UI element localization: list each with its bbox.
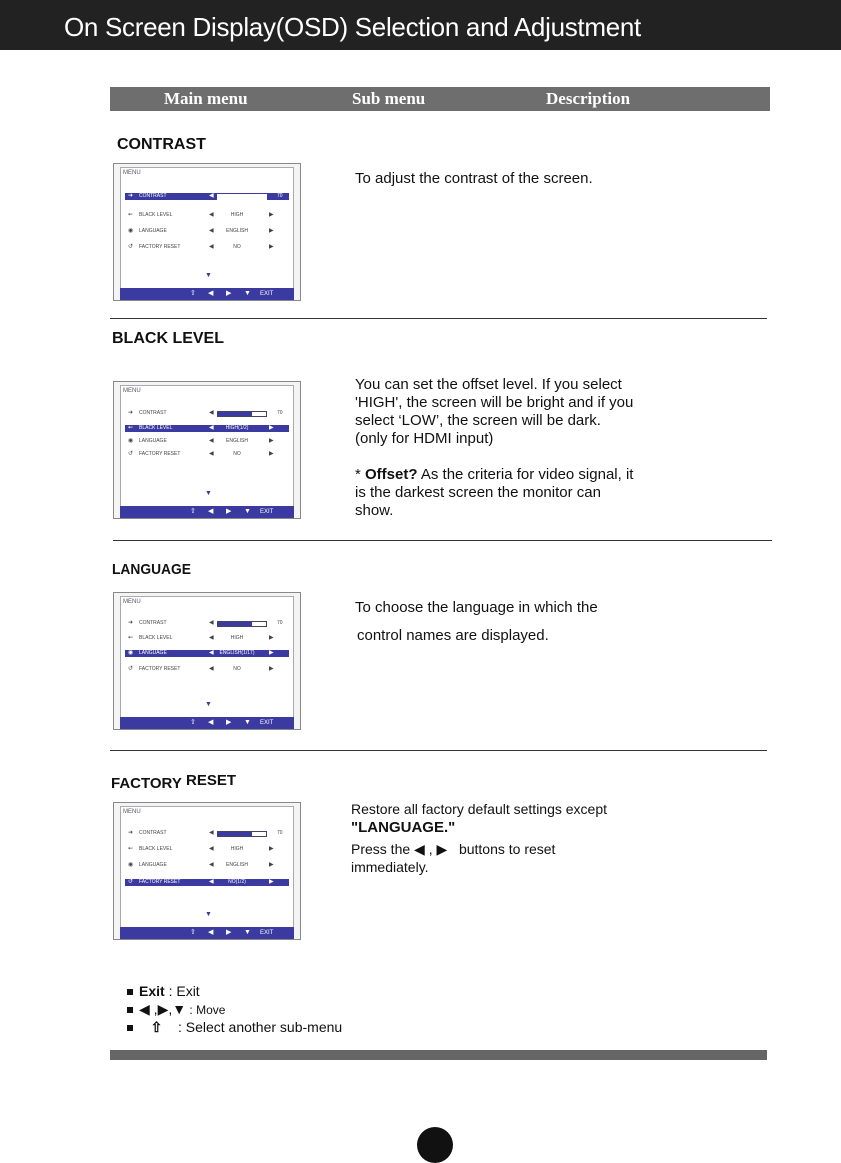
left-arrow-icon: ◀ <box>209 830 214 836</box>
osd-row-black-level: ⇜ BLACK LEVEL ◀ HIGH ▶ <box>128 212 274 218</box>
osd-menu-label: MENU <box>123 809 141 815</box>
osd-thumbnail-factory-reset <box>113 802 301 940</box>
osd-button-bar <box>120 717 294 729</box>
language-icon: ◉ <box>128 228 134 234</box>
osd-row-language: ◉ LANGUAGE ◀ ENGLISH ▶ <box>128 228 274 234</box>
osd-button-bar <box>120 288 294 300</box>
legend-select: ⇧ : Select another sub-menu <box>127 1019 342 1036</box>
left-arrow-icon: ◀ <box>209 438 214 444</box>
osd-row-contrast: ➜ CONTRAST ◀ 70 <box>125 193 289 200</box>
column-sub-menu: Sub menu <box>352 89 426 108</box>
divider <box>110 318 767 319</box>
osd-row-contrast: ➜ CONTRAST ◀ 70 <box>128 620 283 626</box>
down-arrow-icon: ▼ <box>244 508 251 515</box>
right-arrow-icon: ▶ <box>226 508 232 515</box>
osd-thumbnail-contrast <box>113 163 301 301</box>
osd-exit-label: EXIT <box>260 720 274 726</box>
left-arrow-icon: ◀ <box>209 635 214 641</box>
left-arrow-icon: ◀ <box>209 244 214 250</box>
black-level-icon: ⇜ <box>128 846 134 852</box>
right-arrow-icon: ▶ <box>226 719 232 726</box>
select-icon: ⇧ <box>190 508 196 515</box>
reset-icon: ↺ <box>128 451 134 457</box>
chevron-down-icon: ▼ <box>205 490 212 497</box>
column-main-menu: Main menu <box>164 89 248 108</box>
select-icon: ⇧ <box>190 290 196 297</box>
left-arrow-icon: ◀ <box>209 228 214 234</box>
section-title-factory-reset: FACTORY RESET <box>111 772 237 792</box>
osd-button-bar <box>120 506 294 518</box>
osd-row-factory-reset: ↺ FACTORY RESET ◀ NO ▶ <box>128 244 274 250</box>
contrast-icon: ➜ <box>128 410 134 416</box>
osd-row-black-level: ⇜ BLACK LEVEL ◀ HIGH ▶ <box>128 846 274 852</box>
osd-exit-label: EXIT <box>260 291 274 297</box>
osd-button-bar <box>120 927 294 939</box>
column-description: Description <box>546 89 631 108</box>
divider <box>113 540 772 541</box>
contrast-bar <box>217 411 267 417</box>
left-arrow-icon: ◀ <box>209 451 214 457</box>
osd-row-black-level: ⇜ BLACK LEVEL ◀ HIGH(1/2) ▶ <box>125 425 289 432</box>
left-arrow-icon: ◀ <box>208 508 214 515</box>
osd-row-language: ◉ LANGUAGE ◀ ENGLISH ▶ <box>128 438 274 444</box>
left-arrow-icon: ◀ <box>139 1001 150 1017</box>
left-arrow-icon: ◀ <box>208 929 214 936</box>
contrast-icon: ➜ <box>128 620 134 626</box>
down-arrow-icon: ▼ <box>172 1001 187 1017</box>
select-icon: ⇧ <box>190 929 196 936</box>
legend-exit: Exit : Exit <box>127 983 200 999</box>
language-icon: ◉ <box>128 438 134 444</box>
osd-menu-label: MENU <box>123 170 141 176</box>
contrast-icon: ➜ <box>128 830 134 836</box>
osd-row-factory-reset: ↺ FACTORY RESET ◀ NO ▶ <box>128 666 274 672</box>
osd-row-factory-reset: ↺ FACTORY RESET ◀ NO(1/2) ▶ <box>125 879 289 886</box>
left-arrow-icon: ◀ <box>209 650 214 656</box>
black-level-icon: ⇜ <box>128 212 134 218</box>
language-icon: ◉ <box>128 650 134 656</box>
left-arrow-icon: ◀ <box>209 862 214 868</box>
down-arrow-icon: ▼ <box>244 929 251 936</box>
right-arrow-icon: ▶ <box>269 635 274 641</box>
right-arrow-icon: ▶ <box>269 244 274 250</box>
section-title-contrast: CONTRAST <box>117 136 206 153</box>
reset-icon: ↺ <box>128 244 134 250</box>
down-arrow-icon: ▼ <box>244 290 251 297</box>
right-arrow-icon: ▶ <box>269 879 274 885</box>
chevron-down-icon: ▼ <box>205 701 212 708</box>
osd-row-contrast: ➜ CONTRAST ◀ 70 <box>128 830 283 836</box>
left-arrow-icon: ◀ <box>209 193 214 199</box>
right-arrow-icon: ▶ <box>226 929 232 936</box>
right-arrow-icon: ▶ <box>269 666 274 672</box>
reset-icon: ↺ <box>128 666 134 672</box>
right-arrow-icon: ▶ <box>269 425 274 431</box>
right-arrow-icon: ▶ <box>269 212 274 218</box>
right-arrow-icon: ▶ <box>436 841 448 857</box>
legend-move: ◀ ,▶,▼ : Move <box>127 1001 225 1018</box>
section-title-language: LANGUAGE <box>112 561 191 578</box>
page-number-circle <box>417 1127 453 1163</box>
reset-icon: ↺ <box>128 879 134 885</box>
offset-note: * Offset? As the criteria for video signal, it <box>355 466 634 483</box>
press-line: Press the ◀ , ▶ buttons to reset <box>351 841 556 857</box>
left-arrow-icon: ◀ <box>208 290 214 297</box>
contrast-bar <box>217 194 267 200</box>
chevron-down-icon: ▼ <box>205 911 212 918</box>
osd-exit-label: EXIT <box>260 509 274 515</box>
left-arrow-icon: ◀ <box>414 841 425 857</box>
osd-row-language: ◉ LANGUAGE ◀ ENGLISH ▶ <box>128 862 274 868</box>
right-arrow-icon: ▶ <box>269 846 274 852</box>
black-level-icon: ⇜ <box>128 635 134 641</box>
bottom-bar <box>110 1050 767 1060</box>
osd-row-language: ◉ LANGUAGE ◀ ENGLISH(1/17) ▶ <box>125 650 289 657</box>
left-arrow-icon: ◀ <box>209 620 214 626</box>
osd-row-factory-reset: ↺ FACTORY RESET ◀ NO ▶ <box>128 451 274 457</box>
osd-menu-label: MENU <box>123 388 141 394</box>
contrast-icon: ➜ <box>128 193 134 199</box>
page-title: On Screen Display(OSD) Selection and Adjustment <box>64 12 641 42</box>
osd-thumbnail-language <box>113 592 301 730</box>
section-title-black-level: BLACK LEVEL <box>112 330 224 347</box>
left-arrow-icon: ◀ <box>209 879 214 885</box>
desc-black-level: You can set the offset level. If you select 'HIGH', the screen will be bright and if you select ‘LOW’, the screen will be dark. (only for HDMI input) * Offset? As the criteria for video signal, it is the darkest screen the monitor can show. <box>355 376 634 519</box>
left-arrow-icon: ◀ <box>209 425 214 431</box>
black-level-icon: ⇜ <box>128 425 134 431</box>
down-arrow-icon: ▼ <box>244 719 251 726</box>
language-icon: ◉ <box>128 862 134 868</box>
left-arrow-icon: ◀ <box>209 212 214 218</box>
osd-thumbnail-black-level <box>113 381 301 519</box>
right-arrow-icon: ▶ <box>157 1001 169 1017</box>
contrast-bar <box>217 621 267 627</box>
contrast-bar <box>217 831 267 837</box>
right-arrow-icon: ▶ <box>226 290 232 297</box>
right-arrow-icon: ▶ <box>269 438 274 444</box>
divider <box>110 750 767 751</box>
osd-row-contrast: ➜ CONTRAST ◀ 70 <box>128 410 283 416</box>
right-arrow-icon: ▶ <box>269 862 274 868</box>
osd-menu-label: MENU <box>123 599 141 605</box>
chevron-down-icon: ▼ <box>205 272 212 279</box>
right-arrow-icon: ▶ <box>269 650 274 656</box>
select-icon: ⇧ <box>190 719 196 726</box>
right-arrow-icon: ▶ <box>269 451 274 457</box>
select-icon: ⇧ <box>150 1019 163 1035</box>
left-arrow-icon: ◀ <box>209 846 214 852</box>
left-arrow-icon: ◀ <box>208 719 214 726</box>
left-arrow-icon: ◀ <box>209 410 214 416</box>
right-arrow-icon: ▶ <box>269 228 274 234</box>
osd-row-black-level: ⇜ BLACK LEVEL ◀ HIGH ▶ <box>128 635 274 641</box>
osd-exit-label: EXIT <box>260 930 274 936</box>
desc-factory-reset: Restore all factory default settings except "LANGUAGE." Press the ◀ , ▶ buttons to reset immediately. <box>351 801 608 875</box>
left-arrow-icon: ◀ <box>209 666 214 672</box>
desc-language: To choose the language in which the control names are displayed. <box>355 599 598 644</box>
desc-contrast: To adjust the contrast of the screen. <box>355 170 593 187</box>
